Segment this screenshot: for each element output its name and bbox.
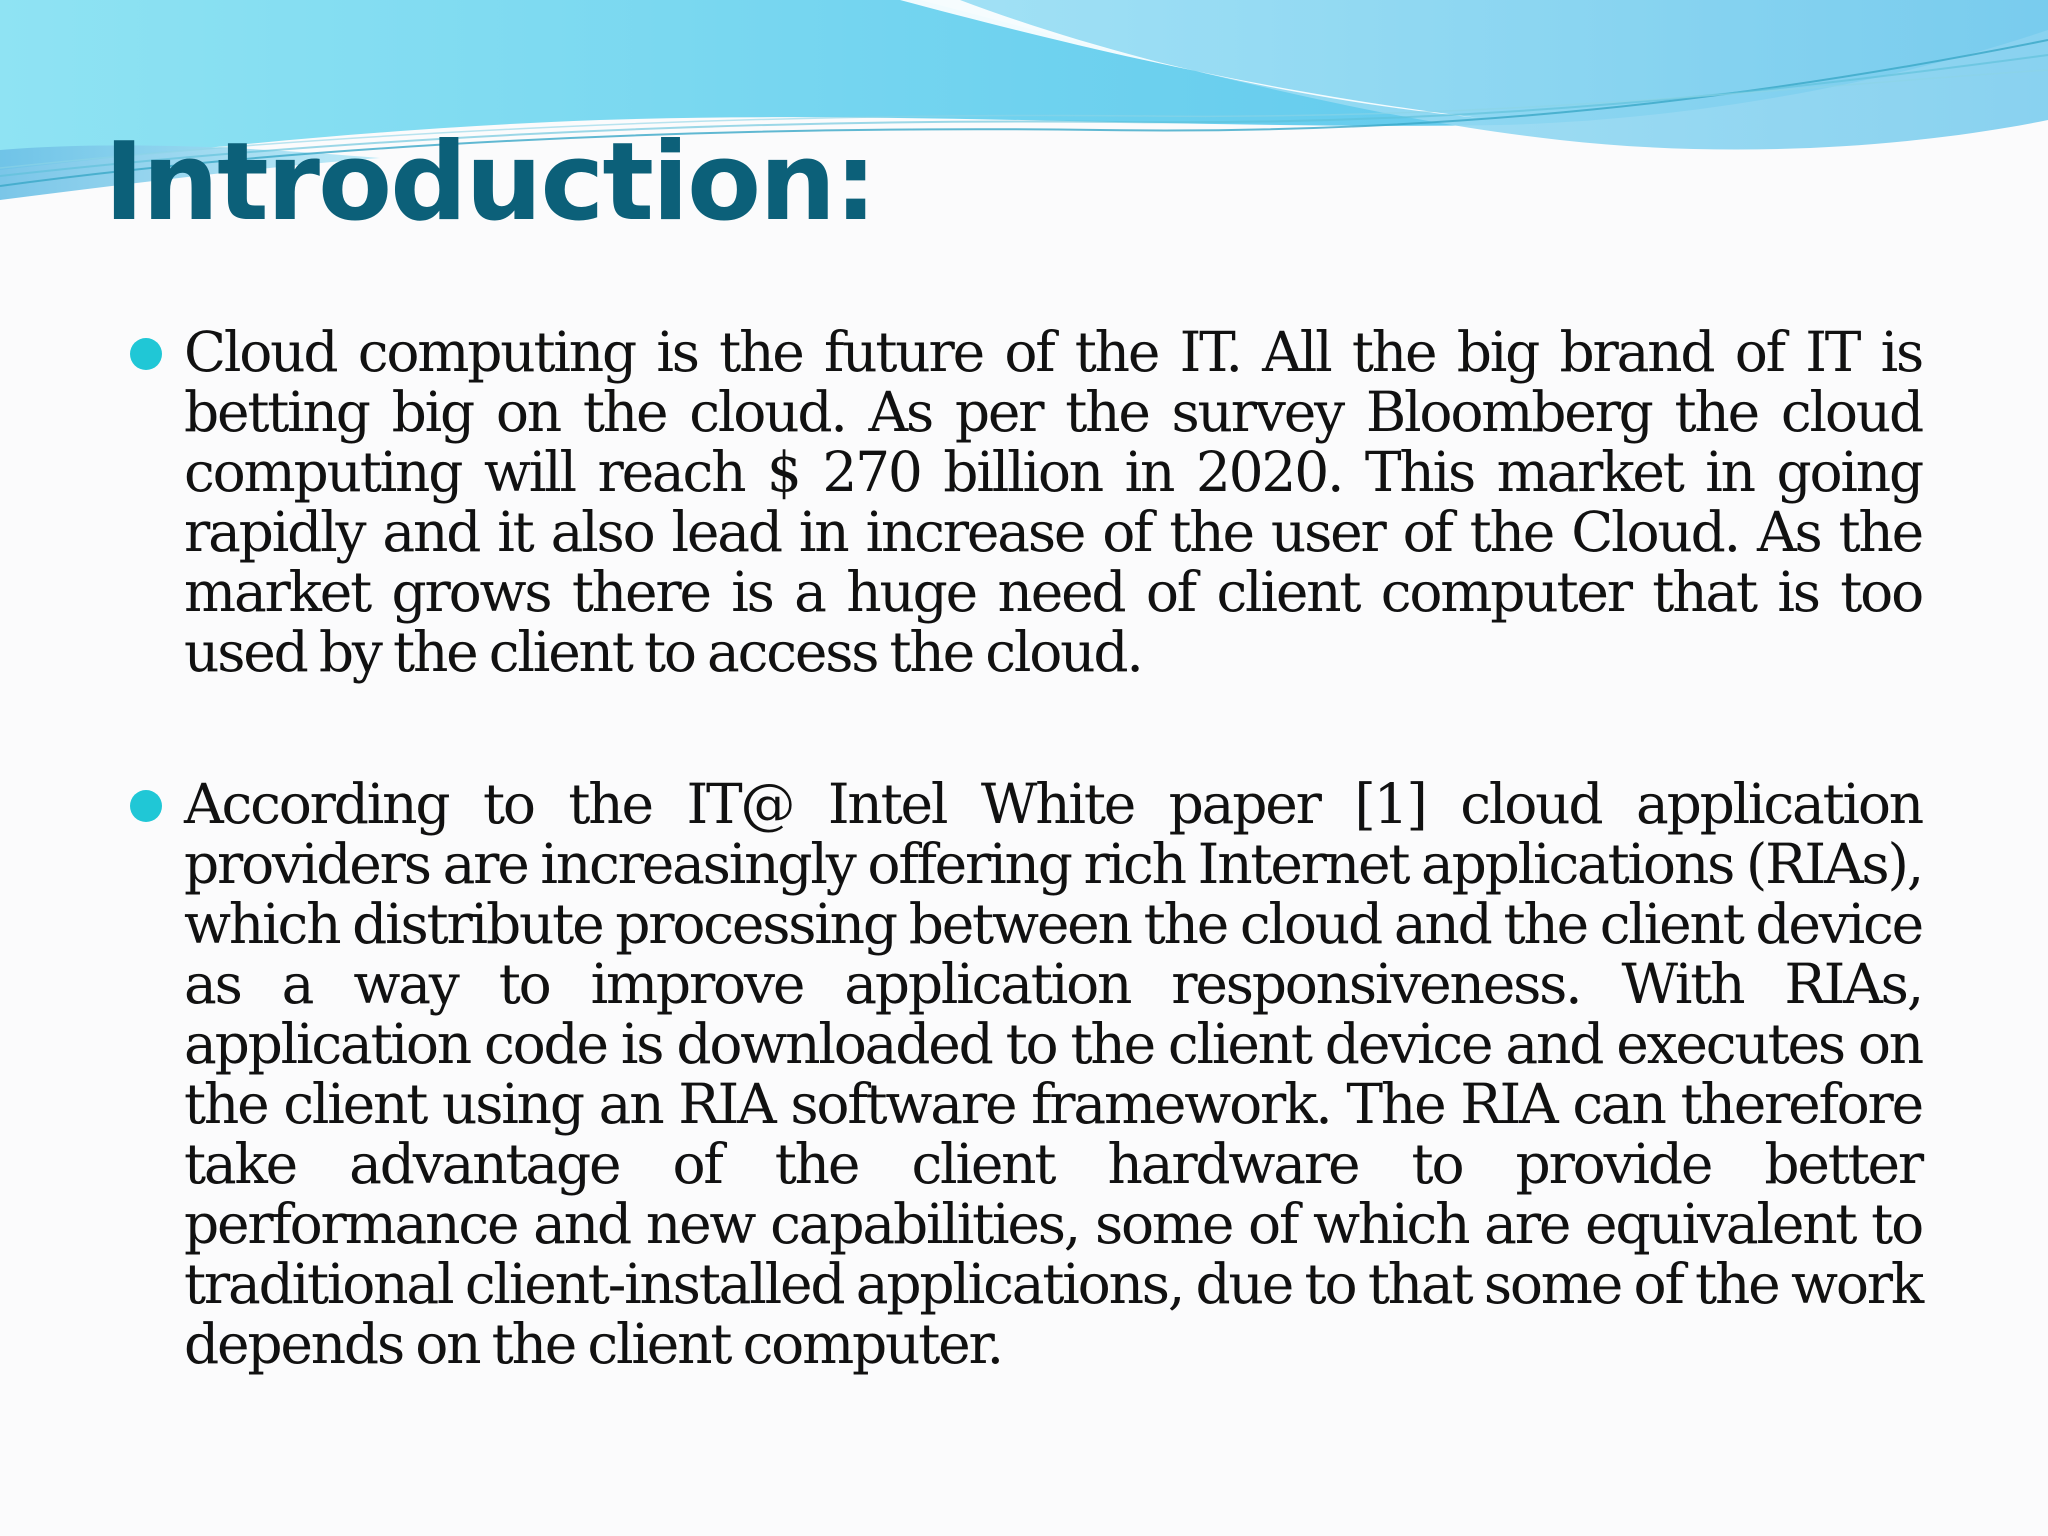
bullet-dot-icon: [130, 790, 162, 822]
bullet-text: Cloud computing is the future of the IT. All the big brand of IT is betting big on the cloud. As per the survey Bloomberg the cloud computing will reach $ 270 billion in 2020. This market in going rapidly and it also lead in increase of the user of the Cloud. As the market grows there is a huge need of client computer that is too used by the client to access the cloud.: [184, 320, 1922, 684]
bullet-item: [130, 774, 1922, 1374]
slide-title: Introduction:: [104, 120, 876, 245]
bullet-list: [130, 322, 1922, 1466]
bullet-item: [130, 322, 1922, 682]
bullet-dot-icon: [130, 338, 162, 370]
bullet-text: According to the IT@ Intel White paper [1] cloud application providers are increasingly offering rich Internet applications (RIAs), which distribute processing between the cloud and the client device as a way to improve application responsiveness. With RIAs, application code is downloaded to the client device and executes on the client using an RIA software framework. The RIA can therefore take advantage of the client hardware to provide better performance and new capabilities, some of which are equivalent to traditional client-installed applications, due to that some of the work depends on the client computer.: [184, 772, 1922, 1376]
